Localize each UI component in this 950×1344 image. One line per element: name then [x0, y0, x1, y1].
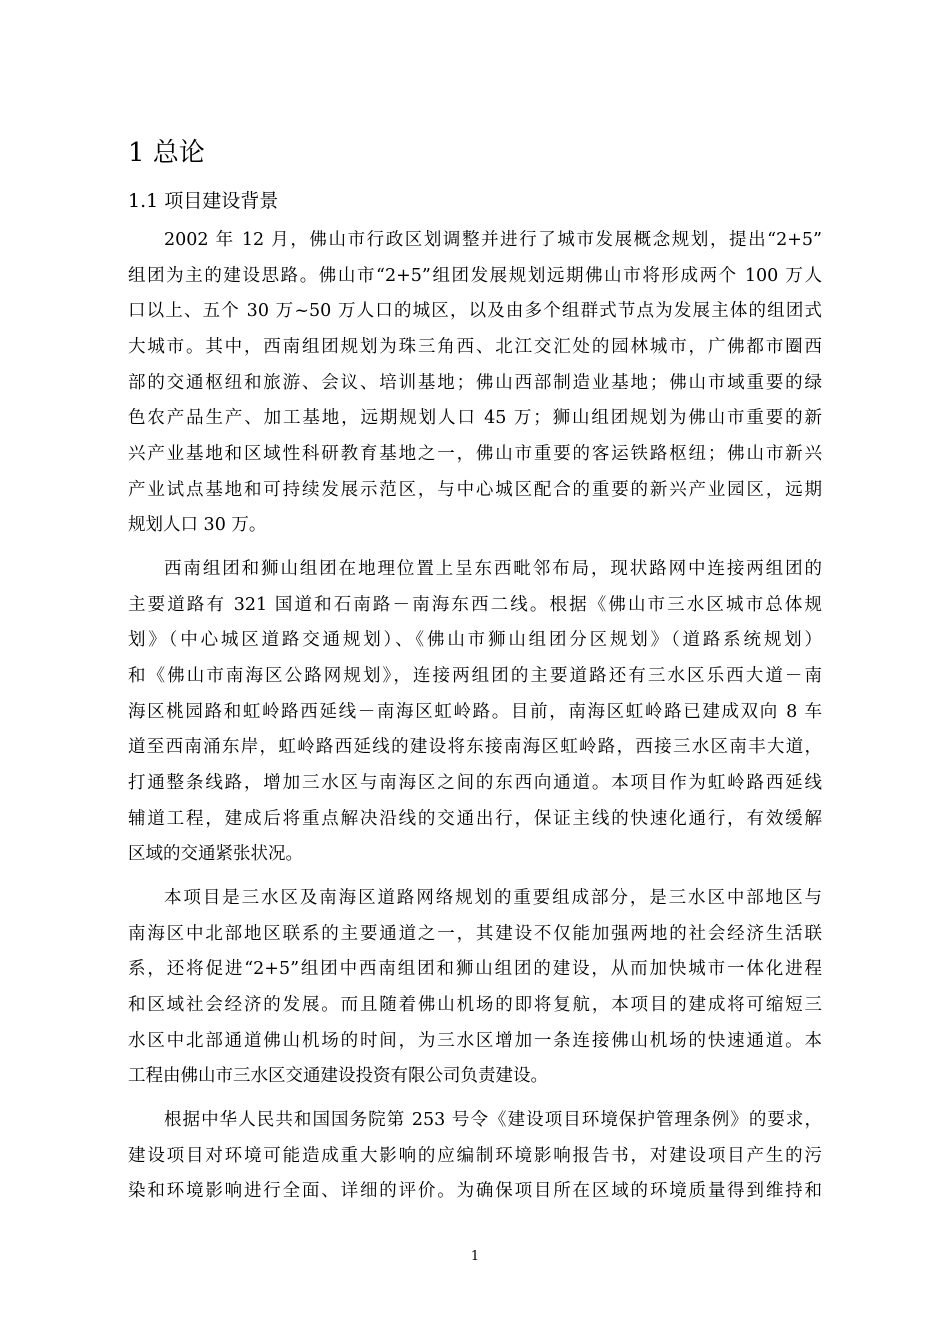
paragraph-line: 根据中华人民共和国国务院第 253 号令《建设项目环境保护管理条例》的要求，	[164, 1110, 822, 1130]
paragraph-line: 西南组团和狮山组团在地理位置上呈东西毗邻布局，现状路网中连接两组团的	[164, 559, 822, 579]
paragraph-line: 划》（中心城区道路交通规划）、《佛山市狮山组团分区规划》（道路系统规划）	[128, 630, 822, 650]
paragraph-line: 本项目是三水区及南海区道路网络规划的重要组成部分，是三水区中部地区与	[164, 888, 822, 908]
paragraph-line: 兴产业基地和区域性科研教育基地之一，佛山市重要的客运铁路枢纽；佛山市新兴	[128, 444, 822, 464]
paragraph-line: 产业试点基地和可持续发展示范区，与中心城区配合的重要的新兴产业园区，远期	[128, 480, 822, 500]
paragraph-line: 口以上、五个 30 万~50 万人口的城区，以及由多个组群式节点为发展主体的组团式	[128, 301, 822, 321]
paragraph-line: 水区中北部通道佛山机场的时间，为三水区增加一条连接佛山机场的快速通道。本	[128, 1031, 822, 1051]
paragraph-line: 道至西南涌东岸，虹岭路西延线的建设将东接南海区虹岭路，西接三水区南丰大道，	[128, 737, 822, 757]
paragraph-line: 部的交通枢纽和旅游、会议、培训基地；佛山西部制造业基地；佛山市域重要的绿	[128, 373, 822, 393]
paragraph-line: 2002 年 12 月，佛山市行政区划调整并进行了城市发展概念规划，提出“2+5”	[164, 230, 822, 250]
paragraph-line: 南海区中北部地区联系的主要通道之一，其建设不仅能加强两地的社会经济生活联	[128, 924, 822, 944]
paragraph-line: 区域的交通紧张状况。	[128, 844, 303, 864]
paragraph-line: 色农产品生产、加工基地，远期规划人口 45 万；狮山组团规划为佛山市重要的新	[128, 408, 822, 428]
paragraph-line: 组团为主的建设思路。佛山市“2+5”组团发展规划远期佛山市将形成两个 100 万人	[128, 266, 822, 286]
paragraph-line: 染和环境影响进行全面、详细的评价。为确保项目所在区域的环境质量得到维持和	[128, 1181, 822, 1201]
paragraph-line: 海区桃园路和虹岭路西延线－南海区虹岭路。目前，南海区虹岭路已建成双向 8 车	[128, 702, 822, 722]
paragraph-line: 和区域社会经济的发展。而且随着佛山机场的即将复航，本项目的建成将可缩短三	[128, 995, 822, 1015]
paragraph-line: 辅道工程，建成后将重点解决沿线的交通出行，保证主线的快速化通行，有效缓解	[128, 809, 822, 829]
paragraph-line: 大城市。其中，西南组团规划为珠三角西、北江交汇处的园林城市，广佛都市圈西	[128, 337, 822, 357]
paragraph-line: 系，还将促进“2+5”组团中西南组团和狮山组团的建设，从而加快城市一体化进程	[128, 959, 822, 979]
paragraph-line: 规划人口 30 万。	[128, 515, 267, 535]
paragraph-line: 工程由佛山市三水区交通建设投资有限公司负责建设。	[128, 1066, 548, 1086]
paragraph-line: 打通整条线路，增加三水区与南海区之间的东西向通道。本项目作为虹岭路西延线	[128, 773, 822, 793]
paragraph-line: 主要道路有 321 国道和石南路－南海东西二线。根据《佛山市三水区城市总体规	[128, 595, 822, 615]
section-heading: 1.1 项目建设背景	[128, 190, 279, 212]
paragraph-line: 建设项目对环境可能造成重大影响的应编制环境影响报告书，对建设项目产生的污	[128, 1146, 822, 1166]
page-number: 1	[470, 1249, 480, 1264]
paragraph-line: 和《佛山市南海区公路网规划》，连接两组团的主要道路还有三水区乐西大道－南	[128, 666, 822, 686]
chapter-heading: 1 总论	[128, 138, 205, 168]
